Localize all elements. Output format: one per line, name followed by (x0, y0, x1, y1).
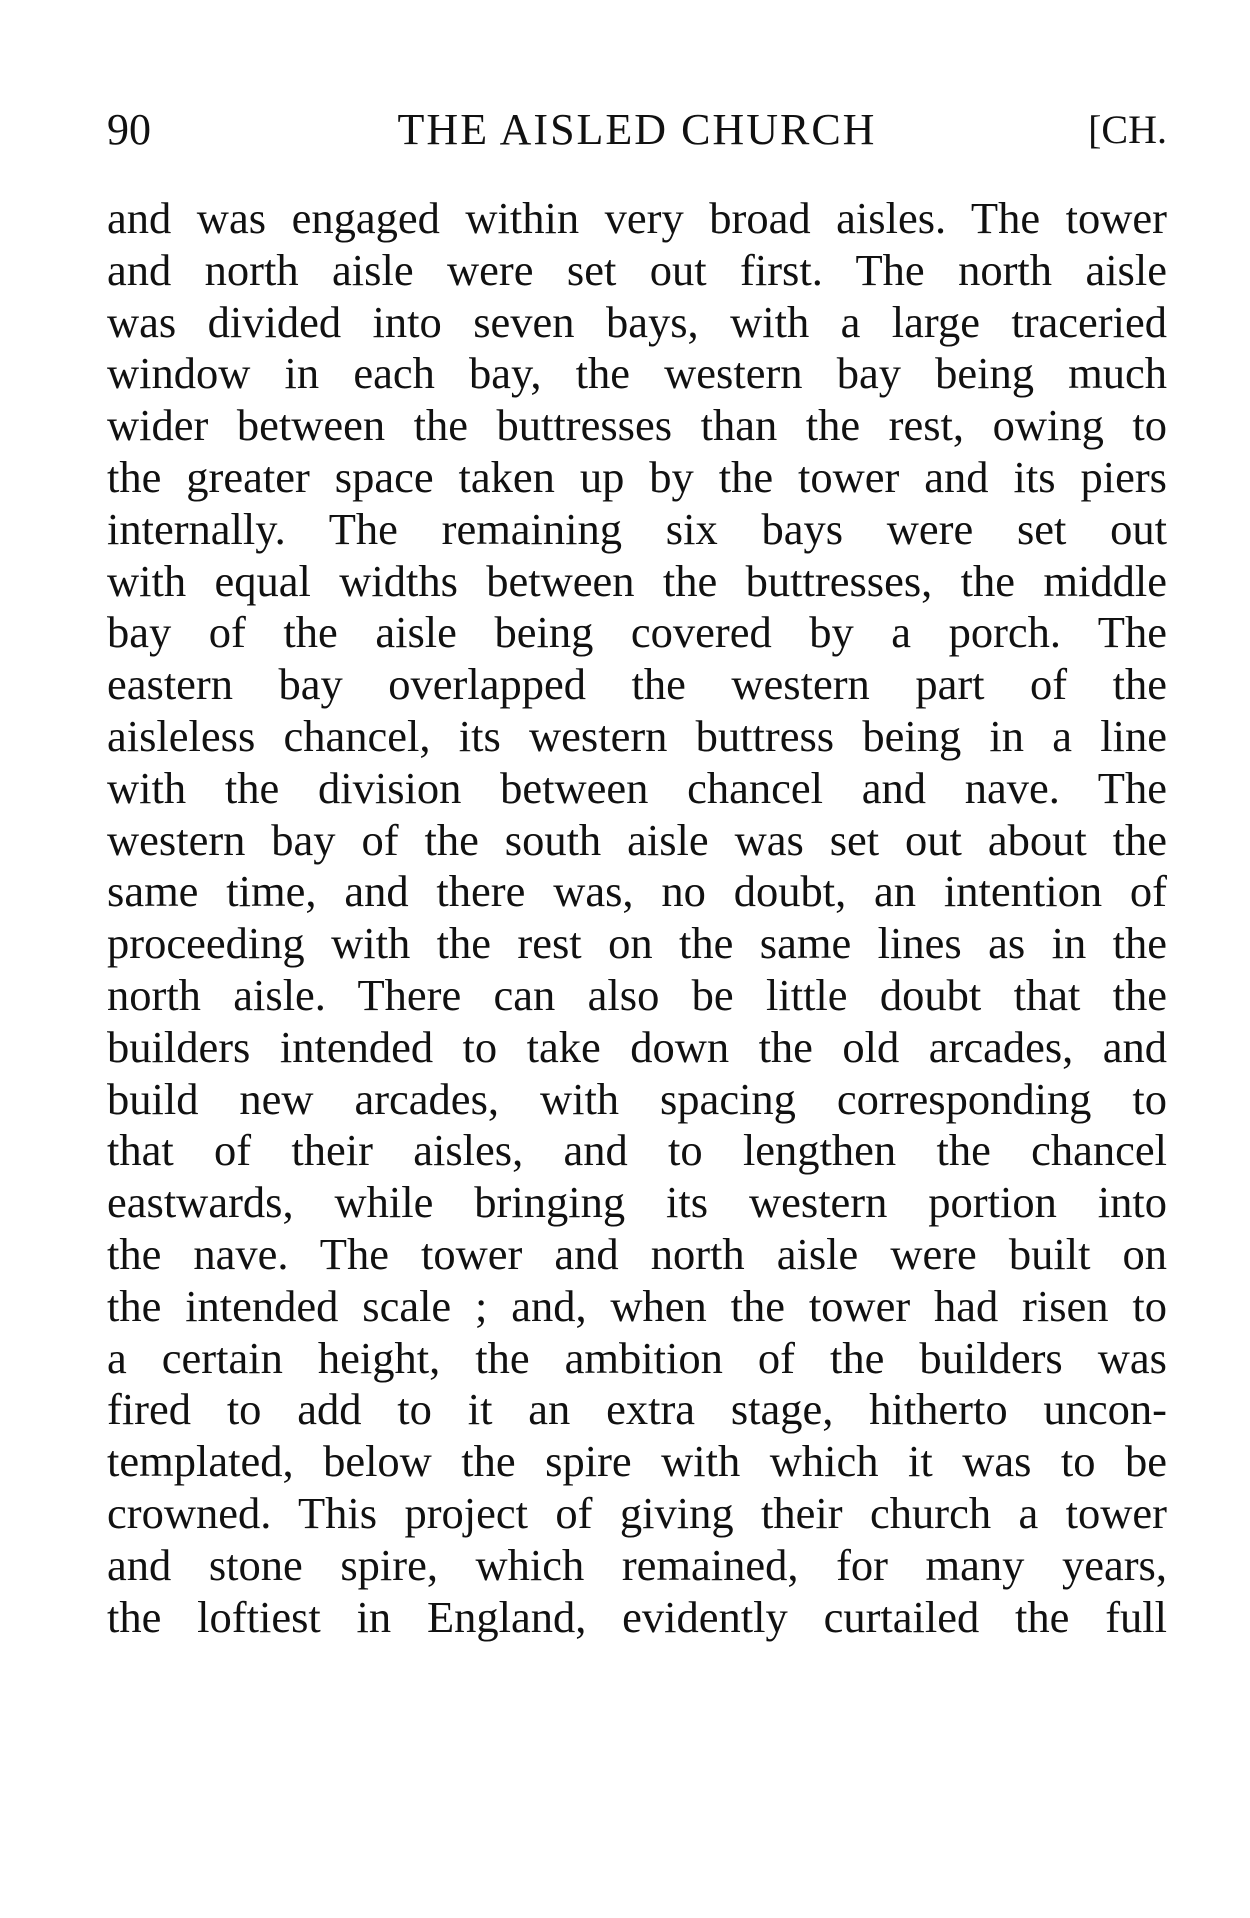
running-title: THE AISLED CHURCH (397, 105, 877, 154)
text-line: and north aisle were set out first. The north aisle (107, 244, 1167, 295)
text-line: crowned. This project of giving their church a tower (107, 1487, 1167, 1538)
text-line: the loftiest in England, evidently curtailed the full (107, 1591, 1167, 1642)
text-line: eastwards, while bringing its western portion into (107, 1177, 1167, 1228)
text-line: internally. The remaining six bays were set out (107, 503, 1167, 554)
text-line: build new arcades, with spacing corresponding to (107, 1073, 1167, 1124)
text-line: with the division between chancel and nave. The (107, 762, 1167, 813)
text-line: same time, and there was, no doubt, an intention of (107, 866, 1167, 917)
text-line: western bay of the south aisle was set out about the (107, 814, 1167, 865)
text-line: was divided into seven bays, with a large traceried (107, 296, 1167, 347)
text-line: the nave. The tower and north aisle were built on (107, 1228, 1167, 1279)
page-number: 90 (107, 105, 151, 154)
running-head (107, 100, 1167, 160)
text-line: aisleless chancel, its western buttress being in a line (107, 710, 1167, 761)
text-line: the greater space taken up by the tower and its piers (107, 451, 1167, 502)
text-line: a certain height, the ambition of the builders was (107, 1332, 1167, 1383)
text-line: the intended scale ; and, when the tower had risen to (107, 1280, 1167, 1331)
text-line: window in each bay, the western bay being much (107, 348, 1167, 399)
text-line: north aisle. There can also be little doubt that the (107, 969, 1167, 1020)
text-line: and stone spire, which remained, for many years, (107, 1539, 1167, 1590)
text-line: wider between the buttresses than the rest, owing to (107, 400, 1167, 451)
chapter-mark: [CH. (1088, 107, 1167, 152)
text-line: with equal widths between the buttresses, the middle (107, 555, 1167, 606)
text-line: and was engaged within very broad aisles. The tower (107, 193, 1167, 243)
text-line: eastern bay overlapped the western part of the (107, 659, 1167, 710)
text-line: builders intended to take down the old arcades, and (107, 1021, 1167, 1072)
text-line: templated, below the spire with which it was to be (107, 1436, 1167, 1487)
body-paragraph (107, 193, 1167, 1643)
text-line: fired to add to it an extra stage, hitherto uncon- (107, 1384, 1167, 1435)
text-line: proceeding with the rest on the same lines as in the (107, 918, 1167, 969)
text-line: bay of the aisle being covered by a porch. The (107, 607, 1167, 658)
text-line: that of their aisles, and to lengthen the chancel (107, 1125, 1167, 1176)
